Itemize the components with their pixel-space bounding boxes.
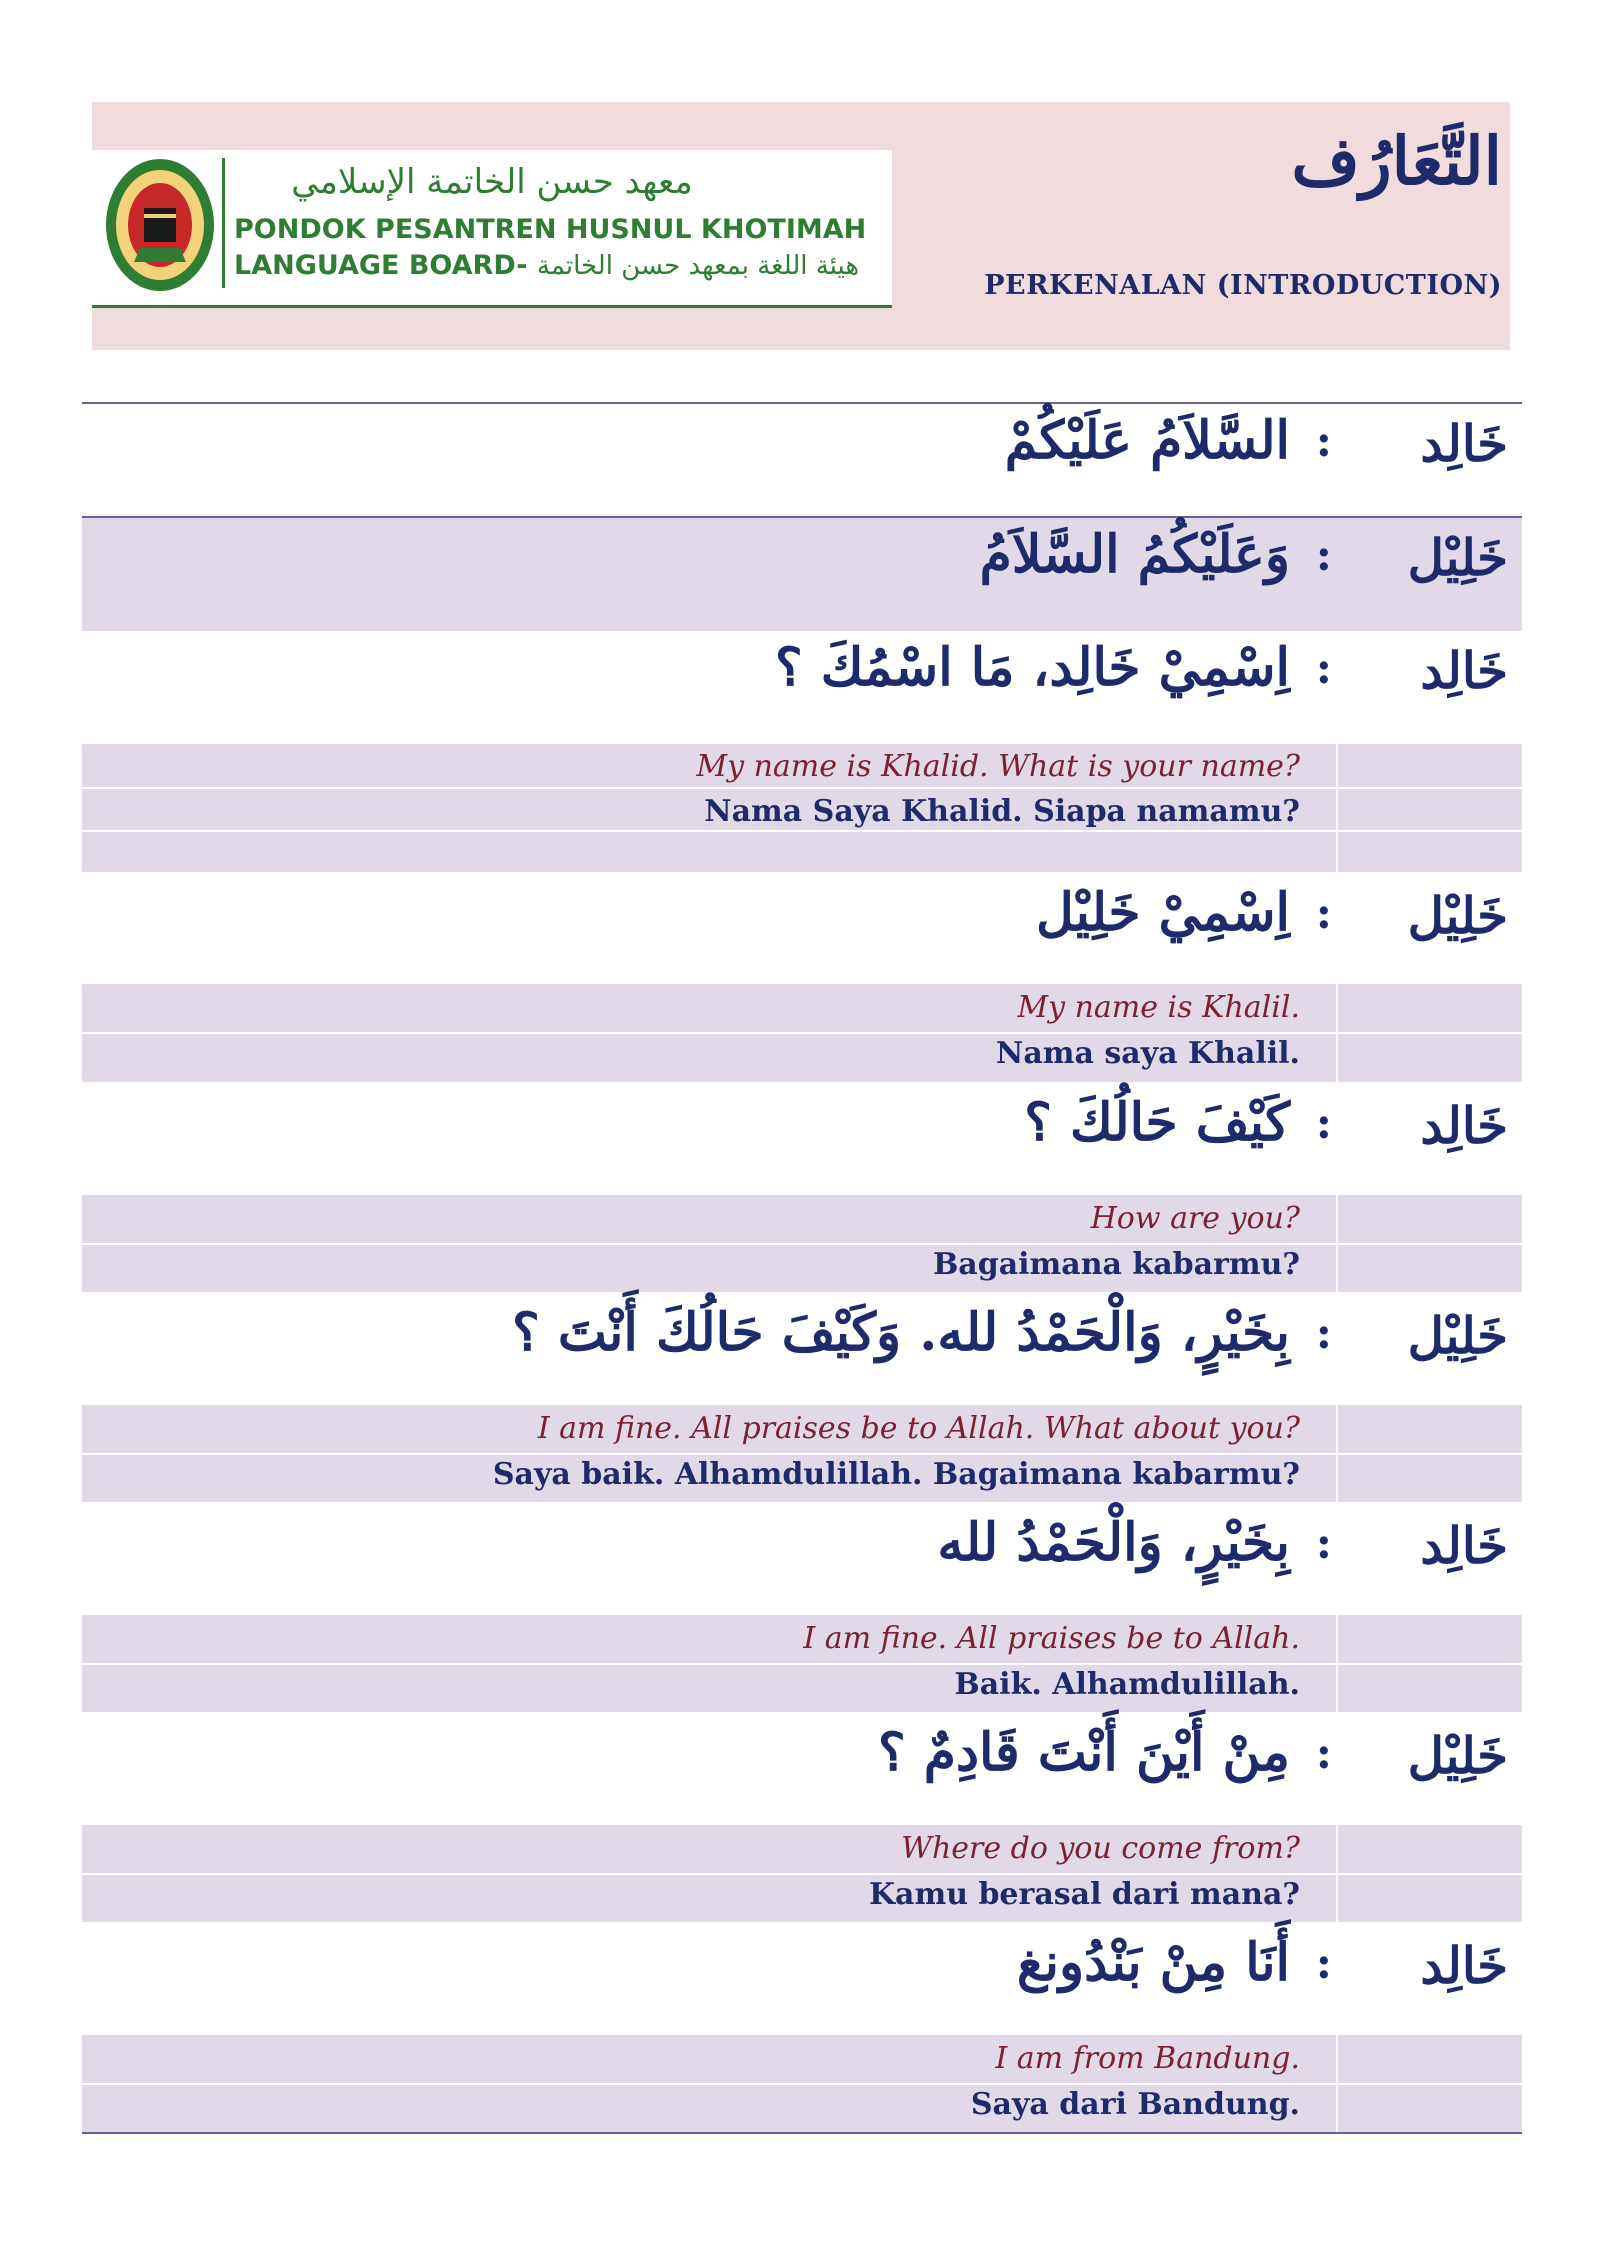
- speaker-name: خَالِد: [1420, 1096, 1508, 1155]
- speaker-name: خَالِد: [1420, 641, 1508, 700]
- english-translation: I am fine. All praises be to Allah. What about you?: [537, 1411, 1300, 1446]
- english-translation: I am from Bandung.: [995, 2041, 1300, 2076]
- dialogue-line: [82, 1712, 1522, 1825]
- dialogue-line: [82, 1082, 1522, 1195]
- logo-divider: [222, 158, 225, 288]
- dialogue-line: [82, 872, 1522, 984]
- indonesian-translation: Nama saya Khalil.: [995, 1036, 1300, 1071]
- translation-block: [82, 744, 1522, 872]
- speaker-colon: :: [1315, 416, 1332, 467]
- speaker-colon: :: [1315, 1728, 1332, 1779]
- seal-emblem-icon: [100, 150, 220, 300]
- institution-logo: [92, 150, 892, 308]
- arabic-utterance: مِنْ أَيْنَ أَنْتَ قَادِمٌ ؟: [878, 1722, 1290, 1783]
- translation-block: [82, 984, 1522, 1082]
- speaker-colon: :: [1315, 1518, 1332, 1569]
- speaker-colon: :: [1315, 530, 1332, 581]
- speaker-name: خَالِد: [1420, 1516, 1508, 1575]
- dialogue-line: [82, 404, 1522, 516]
- speaker-colon: :: [1315, 1098, 1332, 1149]
- arabic-utterance: اِسْمِيْ خَلِيْل: [1036, 882, 1290, 943]
- speaker-colon: :: [1315, 1938, 1332, 1989]
- dialogue-line: [82, 1502, 1522, 1615]
- arabic-utterance: بِخَيْرٍ، وَالْحَمْدُ لله. وَكَيْفَ حَالُكَ أَنْتَ ؟: [512, 1302, 1290, 1363]
- dialogue-line: [82, 516, 1522, 631]
- speaker-name: خَالِد: [1420, 1936, 1508, 1995]
- indonesian-translation: Bagaimana kabarmu?: [932, 1247, 1300, 1282]
- dialogue-line: [82, 631, 1522, 744]
- translation-block: [82, 2035, 1522, 2132]
- english-translation: Where do you come from?: [901, 1831, 1300, 1866]
- speaker-colon: :: [1315, 643, 1332, 694]
- speaker-name: خَلِيْل: [1407, 1306, 1508, 1365]
- logo-institution-name: PONDOK PESANTREN HUSNUL KHOTIMAH: [234, 214, 867, 245]
- page-title-arabic: التَّعَارُف: [1291, 122, 1502, 200]
- indonesian-translation: Baik. Alhamdulillah.: [954, 1667, 1300, 1702]
- english-translation: How are you?: [1090, 1201, 1300, 1236]
- header-banner: [92, 102, 1510, 350]
- arabic-utterance: وَعَلَيْكُمُ السَّلاَمُ: [979, 524, 1290, 585]
- indonesian-translation: Saya baik. Alhamdulillah. Bagaimana kabarmu?: [492, 1457, 1300, 1492]
- speaker-colon: :: [1315, 888, 1332, 939]
- logo-board-arabic: هيئة اللغة بمعهد حسن الخاتمة: [536, 251, 860, 281]
- logo-board-label: LANGUAGE BOARD-: [234, 250, 528, 281]
- dialogue-table: [82, 402, 1522, 2134]
- english-translation: I am fine. All praises be to Allah.: [803, 1621, 1300, 1656]
- arabic-utterance: اِسْمِيْ خَالِد، مَا اسْمُكَ ؟: [775, 637, 1290, 698]
- english-translation: My name is Khalid. What is your name?: [696, 749, 1300, 784]
- speaker-name: خَلِيْل: [1407, 528, 1508, 587]
- translation-block: [82, 1825, 1522, 1922]
- translation-block: [82, 1615, 1522, 1712]
- speaker-name: خَلِيْل: [1407, 886, 1508, 945]
- arabic-utterance: كَيْفَ حَالُكَ ؟: [1024, 1092, 1290, 1153]
- arabic-utterance: السَّلاَمُ عَلَيْكُمْ: [1004, 410, 1290, 471]
- arabic-utterance: بِخَيْرٍ، وَالْحَمْدُ لله: [937, 1512, 1290, 1573]
- logo-board-line: [234, 250, 859, 281]
- indonesian-translation: Kamu berasal dari mana?: [868, 1877, 1300, 1912]
- dialogue-line: [82, 1292, 1522, 1405]
- dialogue-line: [82, 1922, 1522, 2035]
- indonesian-translation: Nama Saya Khalid. Siapa namamu?: [704, 794, 1300, 829]
- translation-block: [82, 1405, 1522, 1502]
- speaker-name: خَالِد: [1420, 414, 1508, 473]
- english-translation: My name is Khalil.: [1017, 990, 1300, 1025]
- indonesian-translation: Saya dari Bandung.: [970, 2087, 1300, 2122]
- logo-arabic-name: معهد حسن الخاتمة الإسلامي: [291, 162, 693, 202]
- speaker-name: خَلِيْل: [1407, 1726, 1508, 1785]
- arabic-utterance: أَنَا مِنْ بَنْدُونغ: [1016, 1932, 1290, 1993]
- speaker-colon: :: [1315, 1308, 1332, 1359]
- page-subtitle: PERKENALAN (INTRODUCTION): [984, 270, 1502, 301]
- translation-block: [82, 1195, 1522, 1292]
